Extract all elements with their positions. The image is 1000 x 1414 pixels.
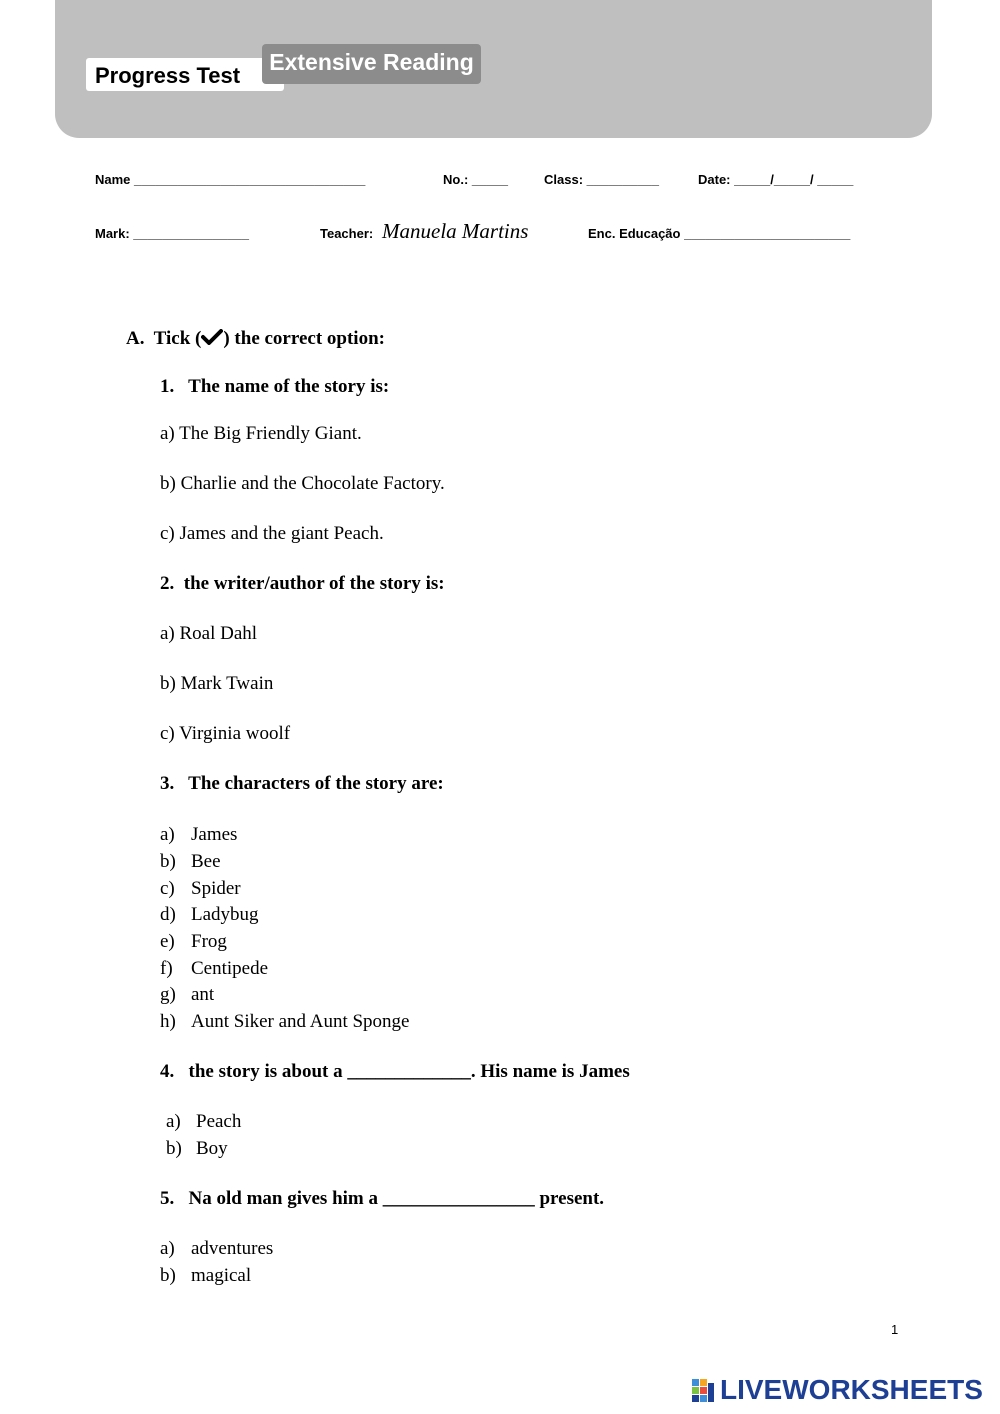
question-text: Na old man gives him a ________________ present. — [188, 1188, 605, 1209]
page-number: 1 — [891, 1322, 899, 1337]
option-q3-d[interactable] — [160, 904, 259, 926]
class-field[interactable]: Class: __________ — [544, 172, 659, 187]
guardian-field[interactable]: Enc. Educação _______________________ — [588, 226, 851, 241]
option-q2-c[interactable]: c) Virginia woolf — [160, 723, 291, 744]
option-q1-a[interactable]: a) The Big Friendly Giant. — [160, 423, 362, 444]
option-q3-h[interactable] — [160, 1011, 410, 1033]
option-text: adventures — [191, 1238, 274, 1259]
section-letter: A. — [126, 328, 145, 349]
option-q3-f[interactable] — [160, 958, 269, 980]
teacher-name: Manuela Martins — [382, 219, 529, 243]
option-letter: b) — [160, 851, 176, 872]
question-text: the writer/author of the story is: — [183, 573, 445, 594]
option-q4-b[interactable] — [166, 1138, 228, 1160]
option-letter: g) — [160, 984, 176, 1005]
option-text: Centipede — [191, 958, 269, 979]
question-1 — [160, 376, 389, 398]
option-letter: b) — [160, 1265, 176, 1286]
section-a-instruction — [126, 328, 385, 350]
question-text: The name of the story is: — [188, 376, 390, 397]
check-mark-icon — [201, 329, 223, 345]
question-number: 3. — [160, 773, 175, 794]
question-number: 2. — [160, 573, 175, 594]
option-text: Peach — [196, 1111, 242, 1132]
option-text: Spider — [191, 878, 241, 899]
option-q1-b[interactable]: b) Charlie and the Chocolate Factory. — [160, 473, 445, 494]
teacher-label: Teacher: — [320, 226, 374, 241]
question-number: 5. — [160, 1188, 175, 1209]
option-q3-c[interactable] — [160, 878, 241, 900]
question-text: the story is about a _____________. His name is James — [188, 1061, 630, 1082]
question-3 — [160, 773, 444, 795]
option-q2-a[interactable]: a) Roal Dahl — [160, 623, 258, 644]
mark-field[interactable]: Mark: ________________ — [95, 226, 249, 241]
option-text: Boy — [196, 1138, 228, 1159]
question-number: 1. — [160, 376, 175, 397]
option-text: Aunt Siker and Aunt Sponge — [191, 1011, 410, 1032]
option-text: ant — [191, 984, 215, 1005]
option-letter: b) — [166, 1138, 182, 1159]
option-q1-c[interactable]: c) James and the giant Peach. — [160, 523, 384, 544]
option-text: magical — [191, 1265, 252, 1286]
option-text: Frog — [191, 931, 227, 952]
question-5 — [160, 1188, 604, 1210]
liveworksheets-brand[interactable] — [692, 1373, 992, 1407]
question-number: 4. — [160, 1061, 175, 1082]
option-q3-b[interactable] — [160, 851, 221, 873]
page-subtitle: Extensive Reading — [262, 44, 481, 84]
option-letter: a) — [160, 1238, 175, 1259]
number-field[interactable]: No.: _____ — [443, 172, 509, 187]
question-2 — [160, 573, 445, 595]
option-letter: f) — [160, 958, 173, 979]
option-text: Ladybug — [191, 904, 259, 925]
option-letter: a) — [166, 1111, 181, 1132]
option-q5-b[interactable] — [160, 1265, 252, 1287]
option-letter: e) — [160, 931, 175, 952]
option-letter: h) — [160, 1011, 176, 1032]
option-q2-b[interactable]: b) Mark Twain — [160, 673, 274, 694]
name-field[interactable]: Name ________________________________ — [95, 172, 366, 187]
question-text: The characters of the story are: — [188, 773, 444, 794]
brand-name: LIVEWORKSHEETS — [720, 1374, 983, 1405]
instruction-text-start: Tick ( — [153, 328, 202, 349]
option-text: James — [191, 824, 238, 845]
option-q4-a[interactable] — [166, 1111, 242, 1133]
date-field[interactable]: Date: _____/_____/ _____ — [698, 172, 854, 187]
option-letter: c) — [160, 878, 175, 899]
liveworksheets-logo-icon — [692, 1379, 716, 1403]
option-q3-e[interactable] — [160, 931, 227, 953]
question-4 — [160, 1061, 630, 1083]
option-text: Bee — [191, 851, 221, 872]
instruction-text-end: ) the correct option: — [223, 328, 385, 349]
option-q5-a[interactable] — [160, 1238, 274, 1260]
option-letter: d) — [160, 904, 176, 925]
option-q3-g[interactable] — [160, 984, 215, 1006]
option-letter: a) — [160, 824, 175, 845]
page-title: Progress Test — [86, 58, 284, 91]
option-q3-a[interactable] — [160, 824, 238, 846]
